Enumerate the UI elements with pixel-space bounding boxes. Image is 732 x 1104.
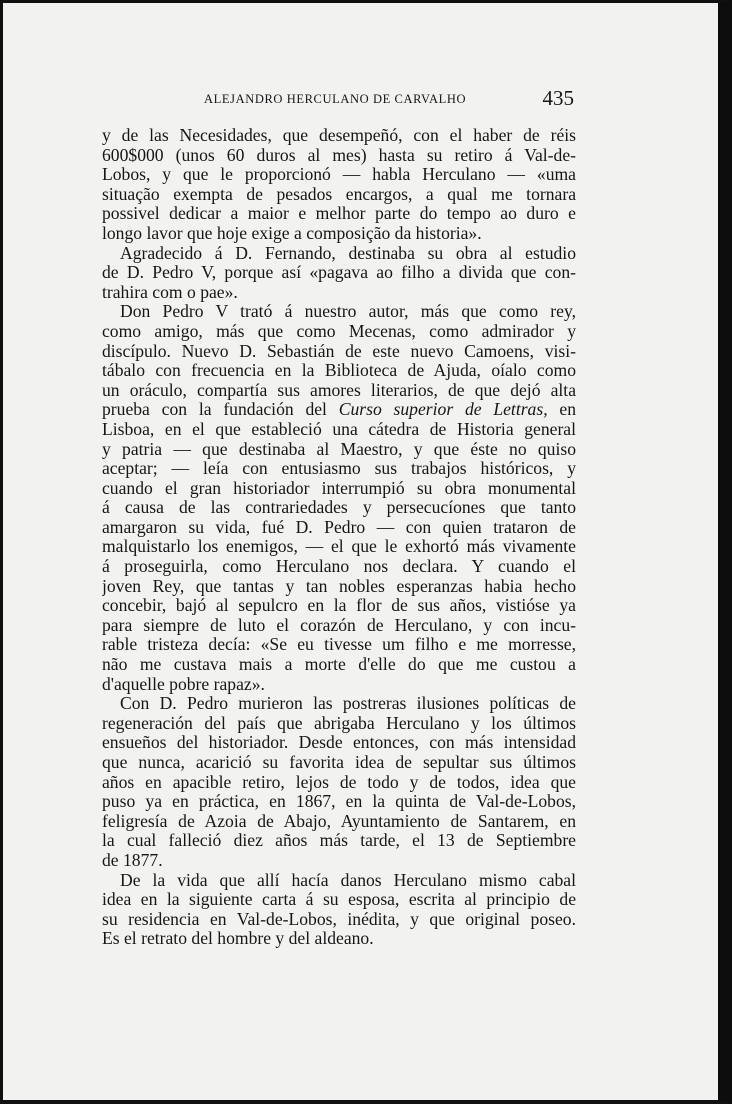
text-line: possivel dedicar a maior e melhor parte do tempo ao duro e — [102, 204, 576, 224]
text-line: años en apacible retiro, lejos de todo y de todos, idea que — [102, 772, 576, 792]
text-line: Agradecido á D. Fernando, destinaba su obra al estudio — [120, 243, 576, 263]
text-line: regeneración del país que abrigaba Herculano y los últimos — [102, 713, 576, 733]
text-line: feligresía de Azoia de Abajo, Ayuntamiento de Santarem, en — [102, 811, 576, 831]
text-line: y patria — que destinaba al Maestro, y que éste no quiso — [102, 439, 576, 459]
text-line: concebir, bajó al sepulcro en la flor de sus años, vistióse ya — [102, 596, 576, 616]
text-line-part: en — [547, 400, 576, 420]
text-line: idea en la siguiente carta á su esposa, escrita al principio de — [102, 890, 576, 910]
text-line: malquistarlo los enemigos, — el que le exhortó más vivamente — [102, 537, 576, 557]
text-line-part: prueba con la fundación del — [102, 400, 339, 420]
text-line: que nunca, acarició su favorita idea de sepultar sus últimos — [102, 753, 576, 772]
text-line: rable tristeza decía: «Se eu tivesse um filho e me morresse, — [102, 635, 576, 655]
text-line: á proseguirla, como Herculano nos declara. Y cuando el — [102, 557, 576, 577]
text-line: discípulo. Nuevo D. Sebastián de este nuevo Camoens, visi- — [102, 341, 576, 361]
running-head: ALEJANDRO HERCULANO DE CARVALHO — [204, 92, 467, 106]
text-line: para siempre de luto el corazón de Herculano, y con incu- — [102, 615, 576, 635]
text-line: tábalo con frecuencia en la Biblioteca de Ajuda, oíalo como — [102, 361, 576, 381]
text-line: cuando el gran historiador interrumpió su obra monumental — [102, 478, 576, 498]
text-line: la cual falleció diez años más tarde, el 13 de Septiembre — [102, 831, 576, 851]
text-line: não me custava mais a morte d'elle do que me custou a — [102, 655, 576, 675]
text-line: como amigo, más que como Mecenas, como admirador y — [102, 321, 576, 341]
text-line: trahira com o pae». — [102, 282, 238, 302]
text-line: d'aquelle pobre rapaz». — [102, 674, 265, 694]
page-header — [100, 86, 580, 116]
text-line: Es el retrato del hombre y del aldeano. — [102, 929, 374, 949]
text-line: situação exempta de pesados encargos, a qual me tornara — [102, 184, 576, 204]
body-text — [102, 126, 576, 949]
text-line: y de las Necesidades, que desempeñó, con el haber de réis — [102, 126, 576, 145]
text-line: Lobos, y que le proporcionó — habla Herculano — «uma — [102, 165, 576, 185]
text-line: puso ya en práctica, en 1867, en la quinta de Val-de-Lobos, — [102, 792, 576, 812]
text-line: de 1877. — [102, 850, 163, 870]
course-title: Curso superior de Lettras, — [338, 400, 548, 420]
text-line: 600$000 (unos 60 duros al mes) hasta su retiro á Val-de- — [102, 145, 576, 165]
text-line: un oráculo, compartía sus amores literarios, de que dejó alta — [102, 380, 576, 400]
text-line: Con D. Pedro murieron las postreras ilusiones políticas de — [120, 694, 576, 714]
text-line: Don Pedro V trató á nuestro autor, más que como rey, — [120, 302, 576, 322]
text-line: amargaron su vida, fué D. Pedro — con quien trataron de — [102, 517, 576, 537]
text-line: De la vida que allí hacía danos Herculano mismo cabal — [120, 870, 576, 890]
text-line: Lisboa, en el que estableció una cátedra de Historia general — [102, 419, 576, 439]
text-line — [102, 400, 576, 420]
text-line: aceptar; — leía con entusiasmo sus trabajos históricos, y — [102, 459, 576, 479]
text-line: á causa de las contrariedades y persecucíones que tanto — [102, 498, 576, 518]
text-line: ensueños del historiador. Desde entonces, con más intensidad — [102, 733, 576, 753]
text-line: joven Rey, que tantas y tan nobles esperanzas habia hecho — [102, 576, 576, 596]
text-line: de D. Pedro V, porque así «pagava ao filho a divida que con- — [102, 263, 576, 283]
text-line: longo lavor que hoje exige a composição da historia». — [102, 223, 482, 243]
page-number: 435 — [542, 86, 574, 110]
text-line: su residencia en Val-de-Lobos, inédita, y que original poseo. — [102, 909, 576, 929]
